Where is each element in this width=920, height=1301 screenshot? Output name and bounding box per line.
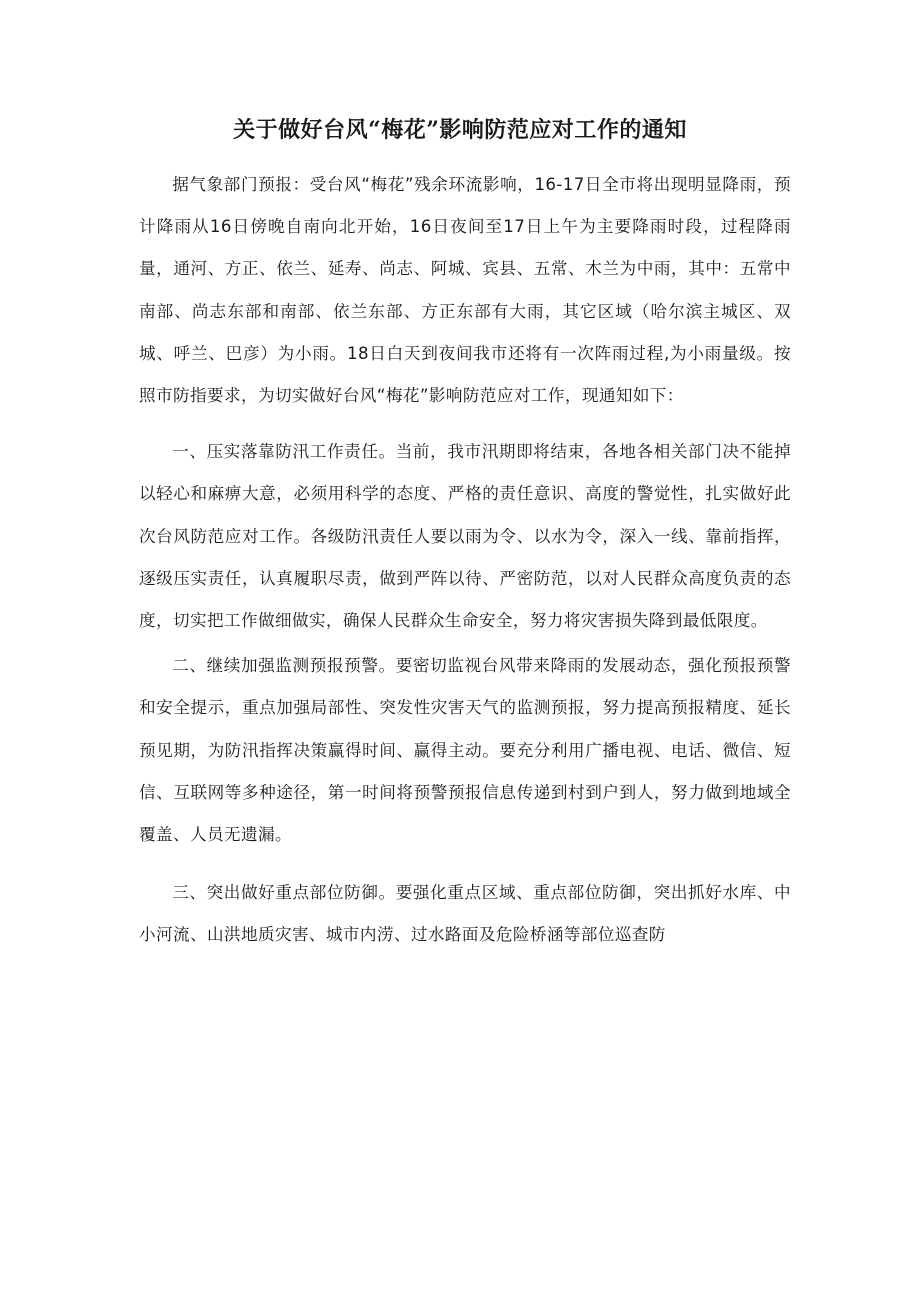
paragraph-section-1: 一、压实落靠防汛工作责任。当前，我市汛期即将结束，各地各相关部门决不能掉以轻心和麻痹大意，必须用科学的态度、严格的责任意识、高度的警觉性，扎实做好此次台风防范应对工作。各级防汛责任人要以雨为令、以水为令，深入一线、靠前指挥，逐级压实责任，认真履职尽责，做到严阵以待、严密防范，以对人民群众高度负责的态度，切实把工作做细做实，确保人民群众生命安全，努力将灾害损失降到最低限度。: [139, 442, 791, 631]
paragraph-section-2: 二、继续加强监测预报预警。要密切监视台风带来降雨的发展动态，强化预报预警和安全提示，重点加强局部性、突发性灾害天气的监测预报，努力提高预报精度、延长预见期，为防汛指挥决策赢得时间、赢得主动。要充分利用广播电视、电话、微信、短信、互联网等多种途径，第一时间将预警预报信息传递到村到户到人，努力做到地域全覆盖、人员无遗漏。: [139, 656, 791, 845]
document-body: [139, 164, 791, 957]
paragraph-section-3: 三、突出做好重点部位防御。要强化重点区域、重点部位防御，突出抓好水库、中小河流、山洪地质灾害、城市内涝、过水路面及危险桥涵等部位巡查防: [139, 883, 791, 945]
document-title: 关于做好台风“梅花”影响防范应对工作的通知: [233, 117, 687, 143]
paragraph-intro: 据气象部门预报：受台风“梅花”残余环流影响，16-17日全市将出现明显降雨，预计降雨从16日傍晚自南向北开始，16日夜间至17日上午为主要降雨时段，过程降雨量，通河、方正、依兰、延寿、尚志、阿城、宾县、五常、木兰为中雨，其中：五常中南部、尚志东部和南部、依兰东部、方正东部有大雨，其它区域（哈尔滨主城区、双城、呼兰、巴彦）为小雨。18日白天到夜间我市还将有一次阵雨过程,为小雨量级。按照市防指要求，为切实做好台风“梅花”影响防范应对工作，现通知如下：: [139, 175, 791, 406]
